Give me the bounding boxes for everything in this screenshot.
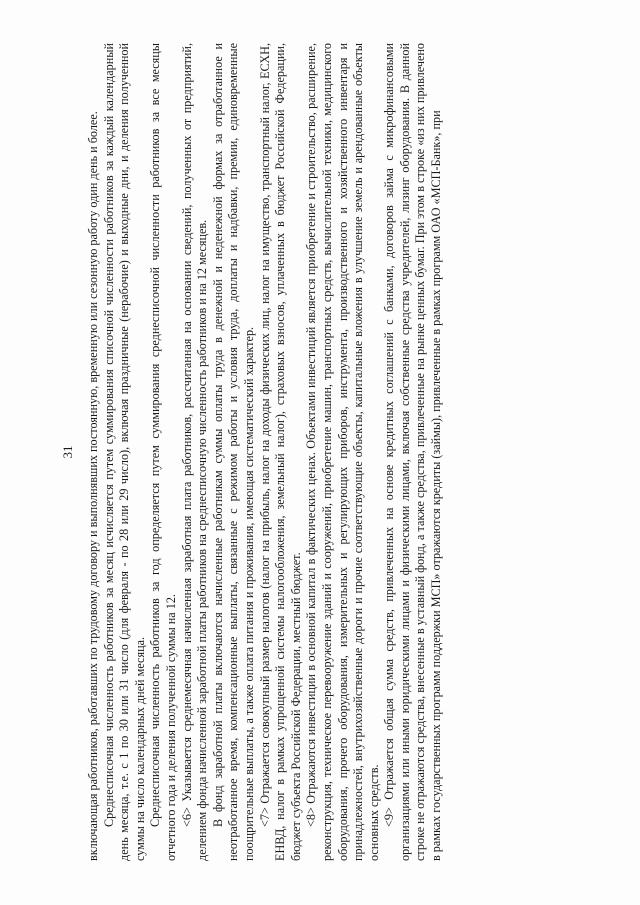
rotated-content [60,37,580,867]
paragraph: включающая работников, работавших по трудовому договору и выполнявших постоянную, временную или сезонную работу один день и более. [86,111,100,861]
paragraph: <8> Отражаются инвестиции в основной капитал в фактических ценах. Объектами инвестиций является приобретение и строительство, расширение, реконструкция, техническое перевооружение зданий и сооружений, приобретение машин, транспортных средств, вычислительной техники, медицинского оборудования, прочего оборудования, измерительных и регулирующих приборов, инструмента, производственного и хозяйственного инвентаря и принадлежностей, внутрихозяйственные дороги и прочие соответствующие объекты, капитальные вложения в улучшение земель и арендованные объекты основных средств. [304,43,381,861]
paragraph: Среднесписочная численность работников за год определяется путем суммирования среднесписочной численности работников за все месяцы отчетного года и деления полученной суммы на 12. [148,43,178,861]
paragraph: <9> Отражается общая сумма средств, привлеченных на основе кредитных соглашений с банками, договоров займа с микрофинансовыми организациями или иными юридическими лицами и физическими лицами, включая собственные средства учредителей, лизинг оборудования. В данной строке не отражаются средства, внесенные в уставный фонд, а также средства, привлеченные на рынке ценных бумаг. При этом в строке «из них привлечено в рамках государственных программ поддержки МСП» отражаются кредиты (займы), привлеченные в рамках программ ОАО «МСП-Банк», при [382,43,444,861]
page-number: 31 [60,445,75,459]
paragraph: В фонд заработной платы включаются начисленные работникам суммы оплаты труда в денежной и неденежной формах за отработанное и неотработанное время, компенсационные выплаты, связанные с режимом работы и условия труда, доплаты и надбавки, премии, единовременные поощрительные выплаты, а также оплата питания и проживания, имеющая систематический характер. [210,43,256,861]
paragraph: <7> Отражается совокупный размер налогов (налог на прибыль, налог на доходы физических лиц, налог на имущество, транспортный налог, ЕСХН, ЕНВД, налог в рамках упрощенной системы налогообложения, земельный налог), страховых взносов, уплаченных в бюджет Российской Федерации, бюджет субъекта Российской Федерации, местный бюджет. [257,43,303,861]
paragraph: <6> Указывается среднемесячная начисленная заработная плата работников, рассчитанная на основании сведений, полученных от предприятий, делением фонда начисленной заработной платы работников на среднесписочную численность работников и на 12 месяцев. [179,43,210,861]
document-body [86,43,445,861]
paragraph: Среднесписочная численность работников за месяц исчисляется путем суммирования списочной численности работников за каждый календарный день месяца, т.е. с 1 по 30 или 31 число (для февраля - по 28 или 29 число), включая праздничные (нерабочие) и выходные дни, и деления полученной суммы на число календарных дней месяца. [101,43,147,861]
